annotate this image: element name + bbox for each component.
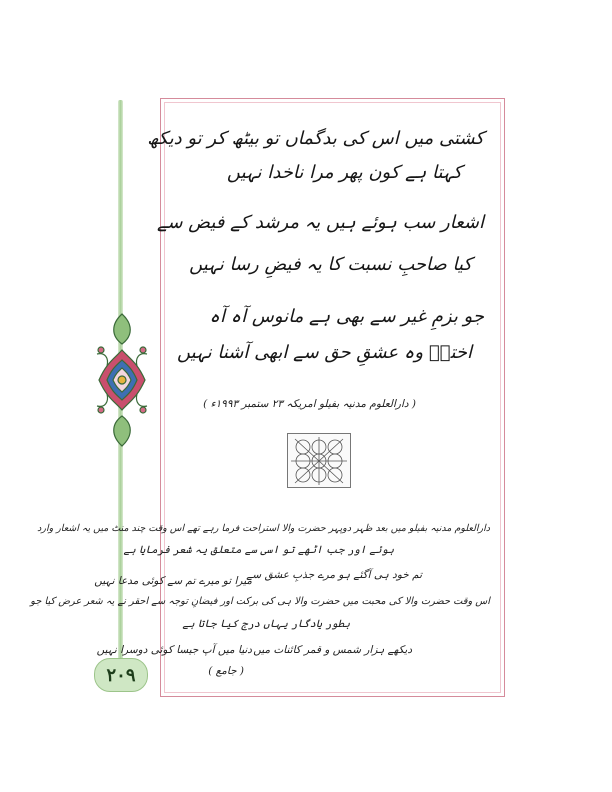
couplet-2-right: دیکھے ہزار شمس و قمر کائنات میں bbox=[253, 644, 412, 656]
dateline: ( دارالعلوم مدنیہ بفیلو امریکہ ۲۳ ستمبر ۱۹۹۳ء ) bbox=[203, 398, 416, 410]
prose-line-4: بطور یادگار یہاں درج کیا جاتا ہے bbox=[182, 618, 350, 630]
floral-ornament-icon bbox=[93, 310, 151, 450]
poem-line-1: کشتی میں اس کی بدگماں تو بیٹھ کر تو دیکھ bbox=[147, 128, 484, 149]
attribution: ( جامع ) bbox=[208, 665, 244, 677]
couplet-2-left: دنیا میں آپ جیسا کوئی دوسرا نہیں bbox=[96, 644, 252, 656]
couplet-1-right: تم خود ہی آگئے ہو مرے جذبِ عشق سے bbox=[246, 569, 422, 581]
geometric-pattern-icon bbox=[287, 433, 351, 488]
prose-line-2: ہوئے اور جب اٹھے تو اسی سے متعلق یہ شعر فرمایا ہے bbox=[123, 544, 394, 556]
poem-line-4: کیا صاحبِ نسبت کا یہ فیضِ رسا نہیں bbox=[189, 254, 472, 275]
page-number: ۲۰۹ bbox=[106, 664, 136, 686]
poem-line-5: جو بزمِ غیر سے بھی ہے مانوس آہ آہ bbox=[209, 306, 484, 327]
poem-line-2: کہتا ہے کون پھر مرا ناخدا نہیں bbox=[226, 162, 462, 183]
couplet-1-left: میرا تو میرے تم سے کوئی مدعا نہیں bbox=[94, 575, 252, 587]
prose-line-1: دارالعلوم مدنیہ بفیلو میں بعد ظہر دوپہر حضرت والا استراحت فرما رہے تھے اس وقت چند منٹ میں یہ اشعار وارد bbox=[37, 523, 490, 534]
page-number-badge bbox=[94, 658, 148, 692]
poem-line-6: اخترؔ وہ عشقِ حق سے ابھی آشنا نہیں bbox=[176, 342, 472, 363]
poem-line-3: اشعار سب ہوئے ہیں یہ مرشد کے فیض سے bbox=[156, 212, 484, 233]
prose-line-3: اس وقت حضرت والا کی محبت میں حضرت والا ہی کی برکت اور فیضانِ توجہ سے احقر نے یہ شعر عرض کیا جو bbox=[30, 596, 490, 607]
